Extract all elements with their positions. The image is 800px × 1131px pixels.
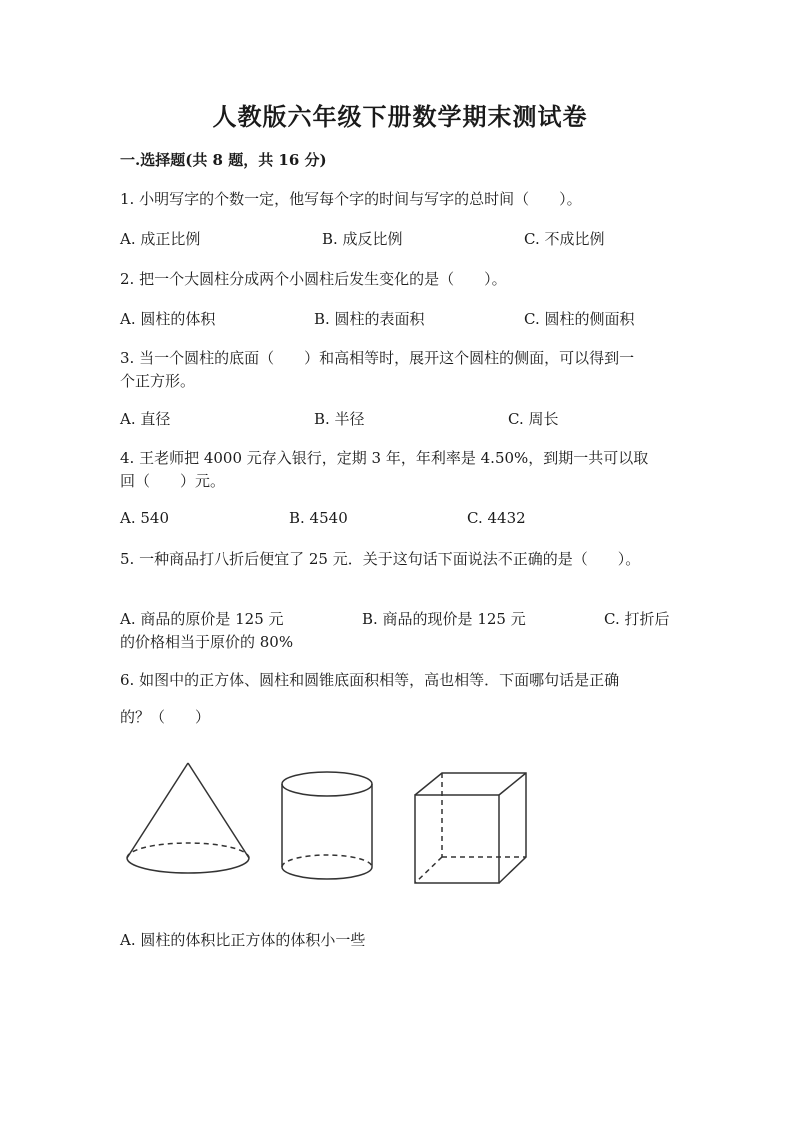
question-5-option-c-continued: 的价格相当于原价的 80% [120,633,294,651]
question-3-text-line-1: 3. 当一个圆柱的底面（ ）和高相等时，展开这个圆柱的侧面，可以得到一 [120,349,635,367]
question-1-option-c: C. 不成比例 [524,230,605,248]
question-4-option-a: A. 540 [120,509,169,527]
question-2-option-a: A. 圆柱的体积 [120,310,216,328]
question-5-option-a: A. 商品的原价是 125 元 [120,610,284,628]
section-heading: 一.选择题(共 8 题，共 16 分) [120,151,327,169]
question-5-text: 5. 一种商品打八折后便宜了 25 元．关于这句话下面说法不正确的是（ ）。 [120,550,641,568]
question-3-option-c: C. 周长 [508,410,559,428]
question-6-text-line-2: 的？（ ） [120,708,211,726]
question-4-text-line-1: 4. 王老师把 4000 元存入银行，定期 3 年，年利率是 4.50%，到期一共可以取 [120,449,649,467]
page-title: 人教版六年级下册数学期末测试卷 [212,102,588,131]
question-4-option-c: C. 4432 [467,509,526,527]
question-2-option-c: C. 圆柱的侧面积 [524,310,635,328]
question-1-option-b: B. 成反比例 [322,230,403,248]
cylinder-figure [282,772,372,879]
question-6-text-line-1: 6. 如图中的正方体、圆柱和圆锥底面积相等，高也相等．下面哪句话是正确 [120,671,620,689]
question-3-option-b: B. 半径 [314,410,365,428]
question-3-text-line-2: 个正方形。 [120,372,196,390]
question-3-option-a: A. 直径 [120,410,171,428]
question-5-option-b: B. 商品的现价是 125 元 [362,610,526,628]
question-1-option-a: A. 成正比例 [120,230,201,248]
question-4-option-b: B. 4540 [289,509,348,527]
question-1-text: 1. 小明写字的个数一定，他写每个字的时间与写字的总时间（ ）。 [120,190,582,208]
cone-figure [127,763,249,873]
question-4-text-line-2: 回（ ）元。 [120,472,226,490]
solid-figures [118,760,538,890]
question-6-option-a: A. 圆柱的体积比正方体的体积小一些 [120,931,366,949]
question-5-option-c: C. 打折后 [604,610,670,628]
question-2-option-b: B. 圆柱的表面积 [314,310,425,328]
cube-figure [415,773,526,883]
question-2-text: 2. 把一个大圆柱分成两个小圆柱后发生变化的是（ ）。 [120,270,507,288]
